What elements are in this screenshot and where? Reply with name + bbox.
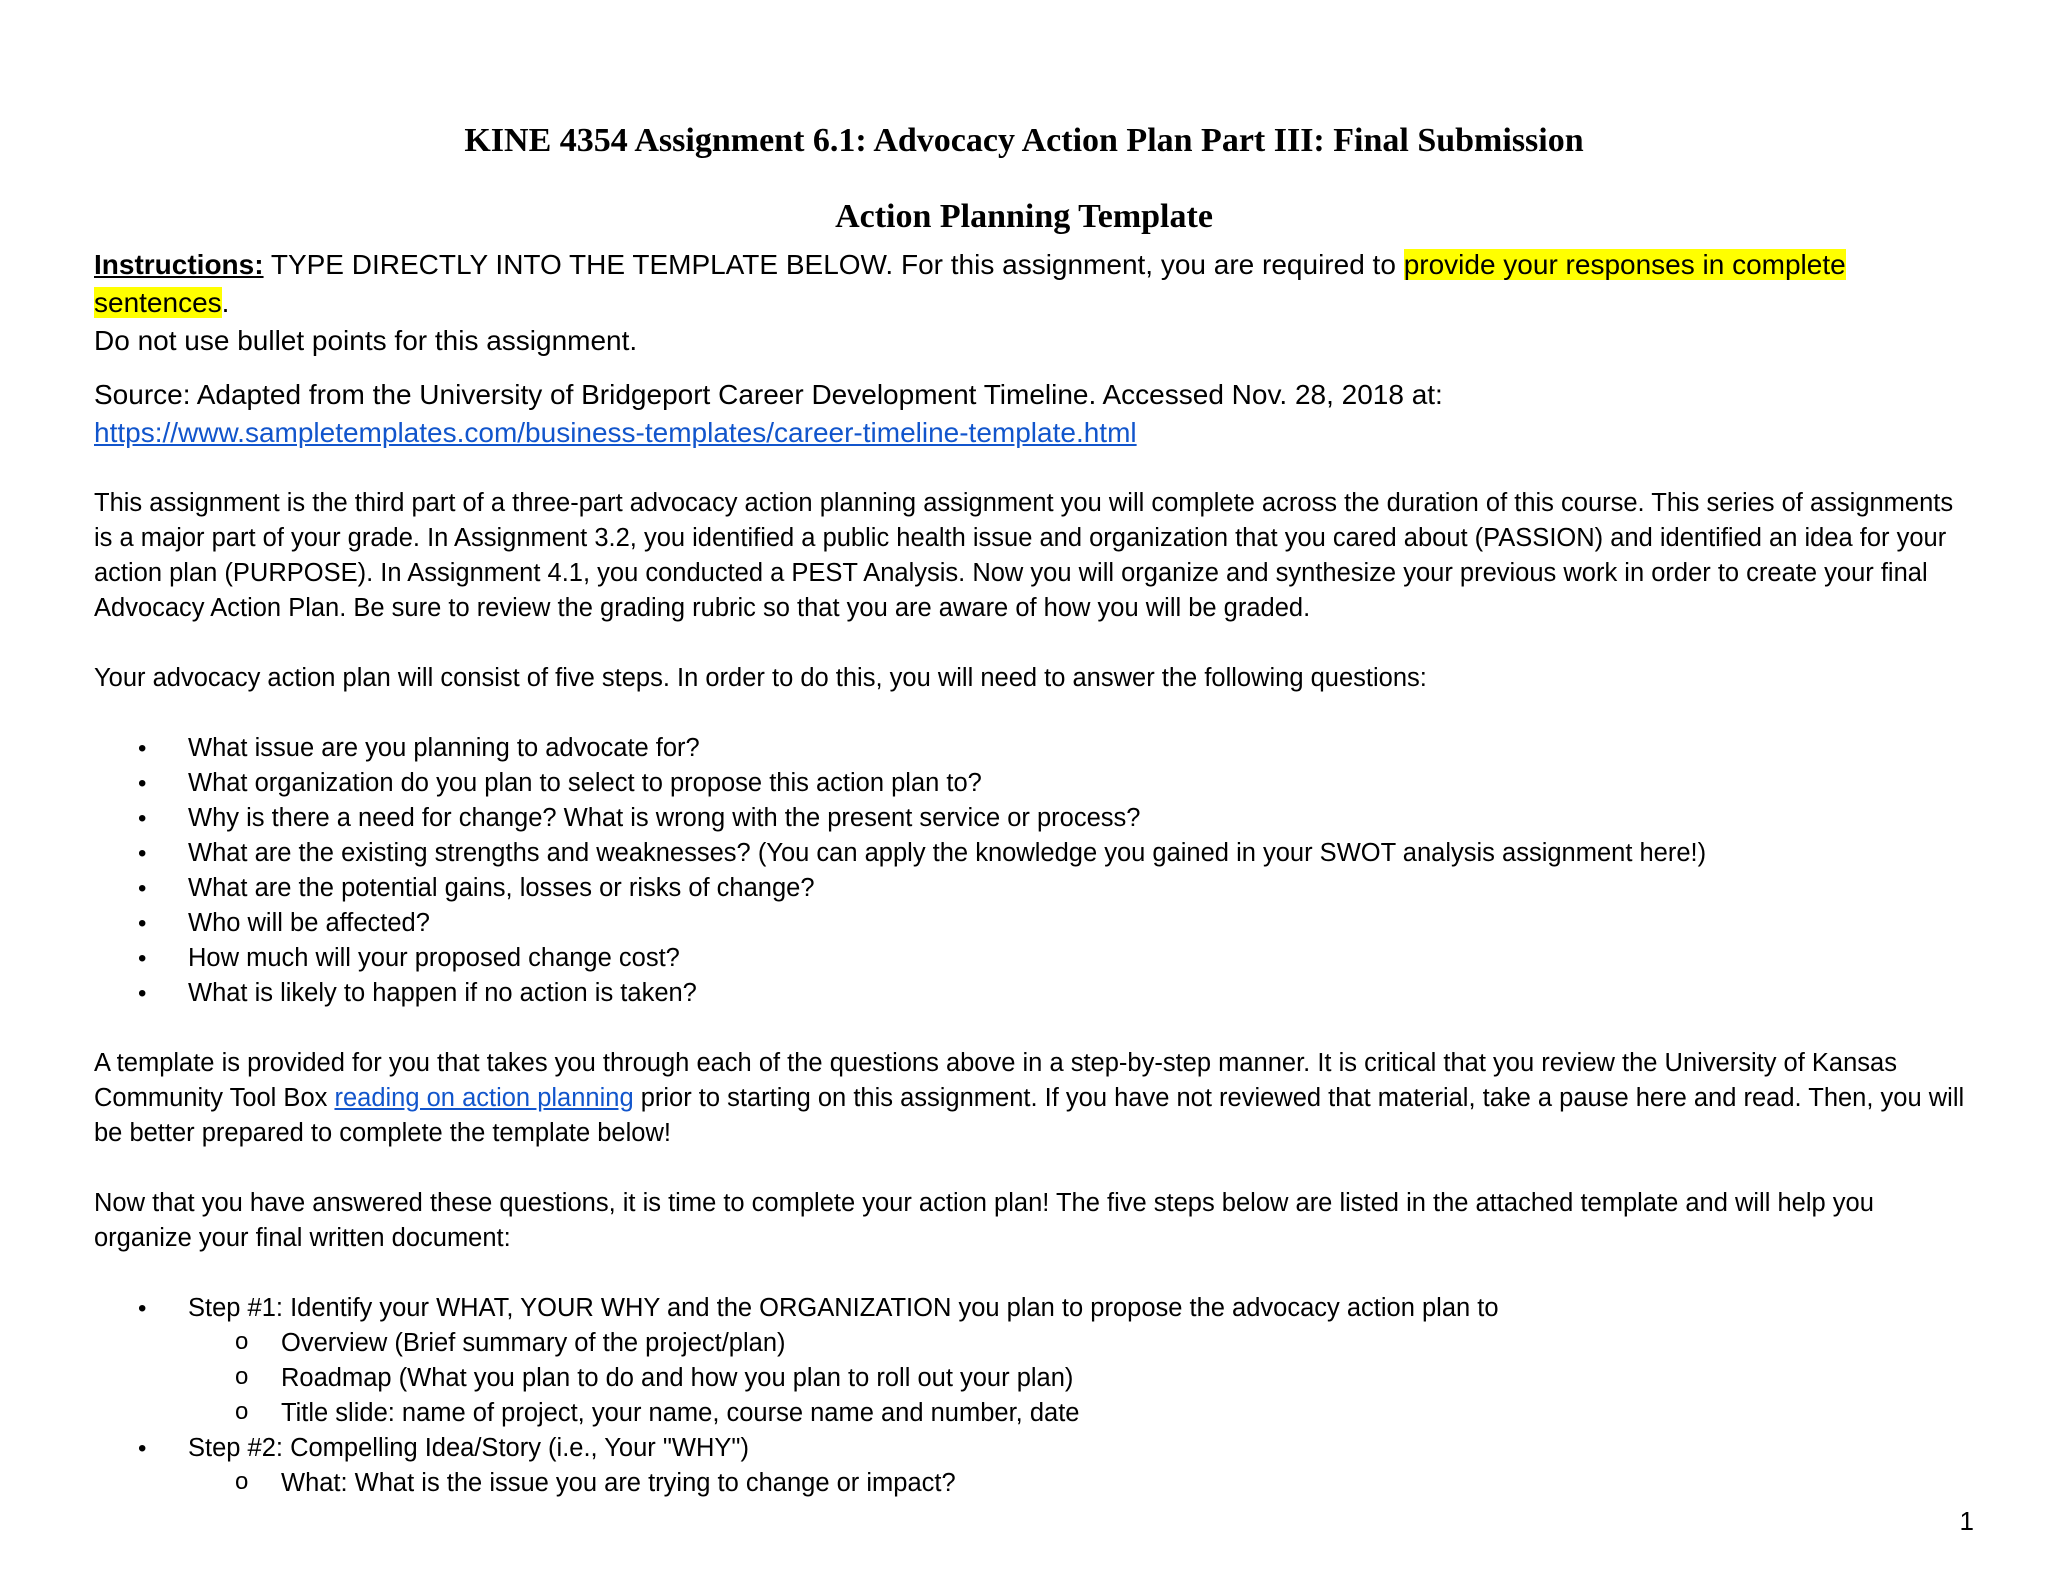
instructions-period: . [221,287,230,318]
list-item: o What: What is the issue you are trying to change or impact? [235,1468,956,1497]
instructions-text: TYPE DIRECTLY INTO THE TEMPLATE BELOW. For this assignment, you are required to [263,249,1404,280]
list-item: o Roadmap (What you plan to do and how you plan to roll out your plan) [235,1363,1074,1392]
steps-list-2 [94,1431,1974,1466]
document-body [94,246,1974,1501]
instructions-line2: Do not use bullet points for this assignment. [94,325,638,356]
list-item: • Step #1: Identify your WHAT, YOUR WHY and the ORGANIZATION you plan to propose the advocacy action plan to [138,1294,1499,1322]
steps-list [94,1291,1974,1326]
list-item: • What are the potential gains, losses or risks of change? [138,874,815,902]
steps-intro: Your advocacy action plan will consist of five steps. In order to do this, you will need to answer the following questions: [94,664,1427,692]
list-item: • What issue are you planning to advocate for? [138,734,700,762]
list-item: • What is likely to happen if no action is taken? [138,979,697,1007]
source-link[interactable]: https://www.sampletemplates.com/business-templates/career-timeline-template.html [94,417,1137,448]
page-subtitle: Action Planning Template [835,198,1213,235]
list-item: • Step #2: Compelling Idea/Story (i.e., Your "WHY") [138,1434,749,1462]
highlighted-text: provide your responses in complete sentences [94,249,1846,318]
now-paragraph: Now that you have answered these questions, it is time to complete your action plan! The five steps below are listed in the attached template and will help you organize your final written document: [94,1189,1874,1252]
list-item: • Who will be affected? [138,909,430,937]
list-item: • What organization do you plan to select to propose this action plan to? [138,769,982,797]
step-label: Step #2: Compelling Idea/Story (i.e., Your "WHY") [188,1434,749,1462]
instructions-label: Instructions: [94,249,264,280]
step1-sublist [94,1326,1974,1431]
list-item: o Title slide: name of project, your name, course name and number, date [235,1398,1080,1427]
questions-list [94,731,1974,1011]
page-title: KINE 4354 Assignment 6.1: Advocacy Action Plan Part III: Final Submission [464,122,1584,159]
template-paragraph: A template is provided for you that takes you through each of the questions above in a step-by-step manner. It is critical that you review the University of Kansas Community Tool Box reading on action planning prior to starting on this assignment. If you have not reviewed that material, take a pause here and read. Then, you will be better prepared to complete the template below! [94,1049,1965,1147]
step-label: Step #1: Identify your WHAT, YOUR WHY and the ORGANIZATION you plan to propose the advocacy action plan to [188,1294,1499,1322]
list-item: • What are the existing strengths and weaknesses? (You can apply the knowledge you gained in your SWOT analysis assignment here!) [138,839,1707,867]
source-text: Source: Adapted from the University of Bridgeport Career Development Timeline. Accessed Nov. 28, 2018 at: [94,379,1443,410]
action-planning-link[interactable]: reading on action planning [334,1084,634,1112]
list-item: o Overview (Brief summary of the project/plan) [235,1328,786,1357]
intro-paragraph: This assignment is the third part of a three-part advocacy action planning assignment you will complete across the duration of this course. This series of assignments is a major part of your grade. In Assignment 3.2, you identified a public health issue and organization that you cared about (PASSION) and identified an idea for your action plan (PURPOSE). In Assignment 4.1, you conducted a PEST Analysis. Now you will organize and synthesize your previous work in order to create your final Advocacy Action Plan. Be sure to review the grading rubric so that you are aware of how you will be graded. [94,489,1954,622]
step2-sublist [94,1466,1974,1501]
source-paragraph [94,376,1974,452]
instructions-paragraph [94,246,1974,360]
list-item: • Why is there a need for change? What is wrong with the present service or process? [138,804,1141,832]
page-number: 1 [1959,1506,1974,1536]
list-item: • How much will your proposed change cost? [138,944,680,972]
